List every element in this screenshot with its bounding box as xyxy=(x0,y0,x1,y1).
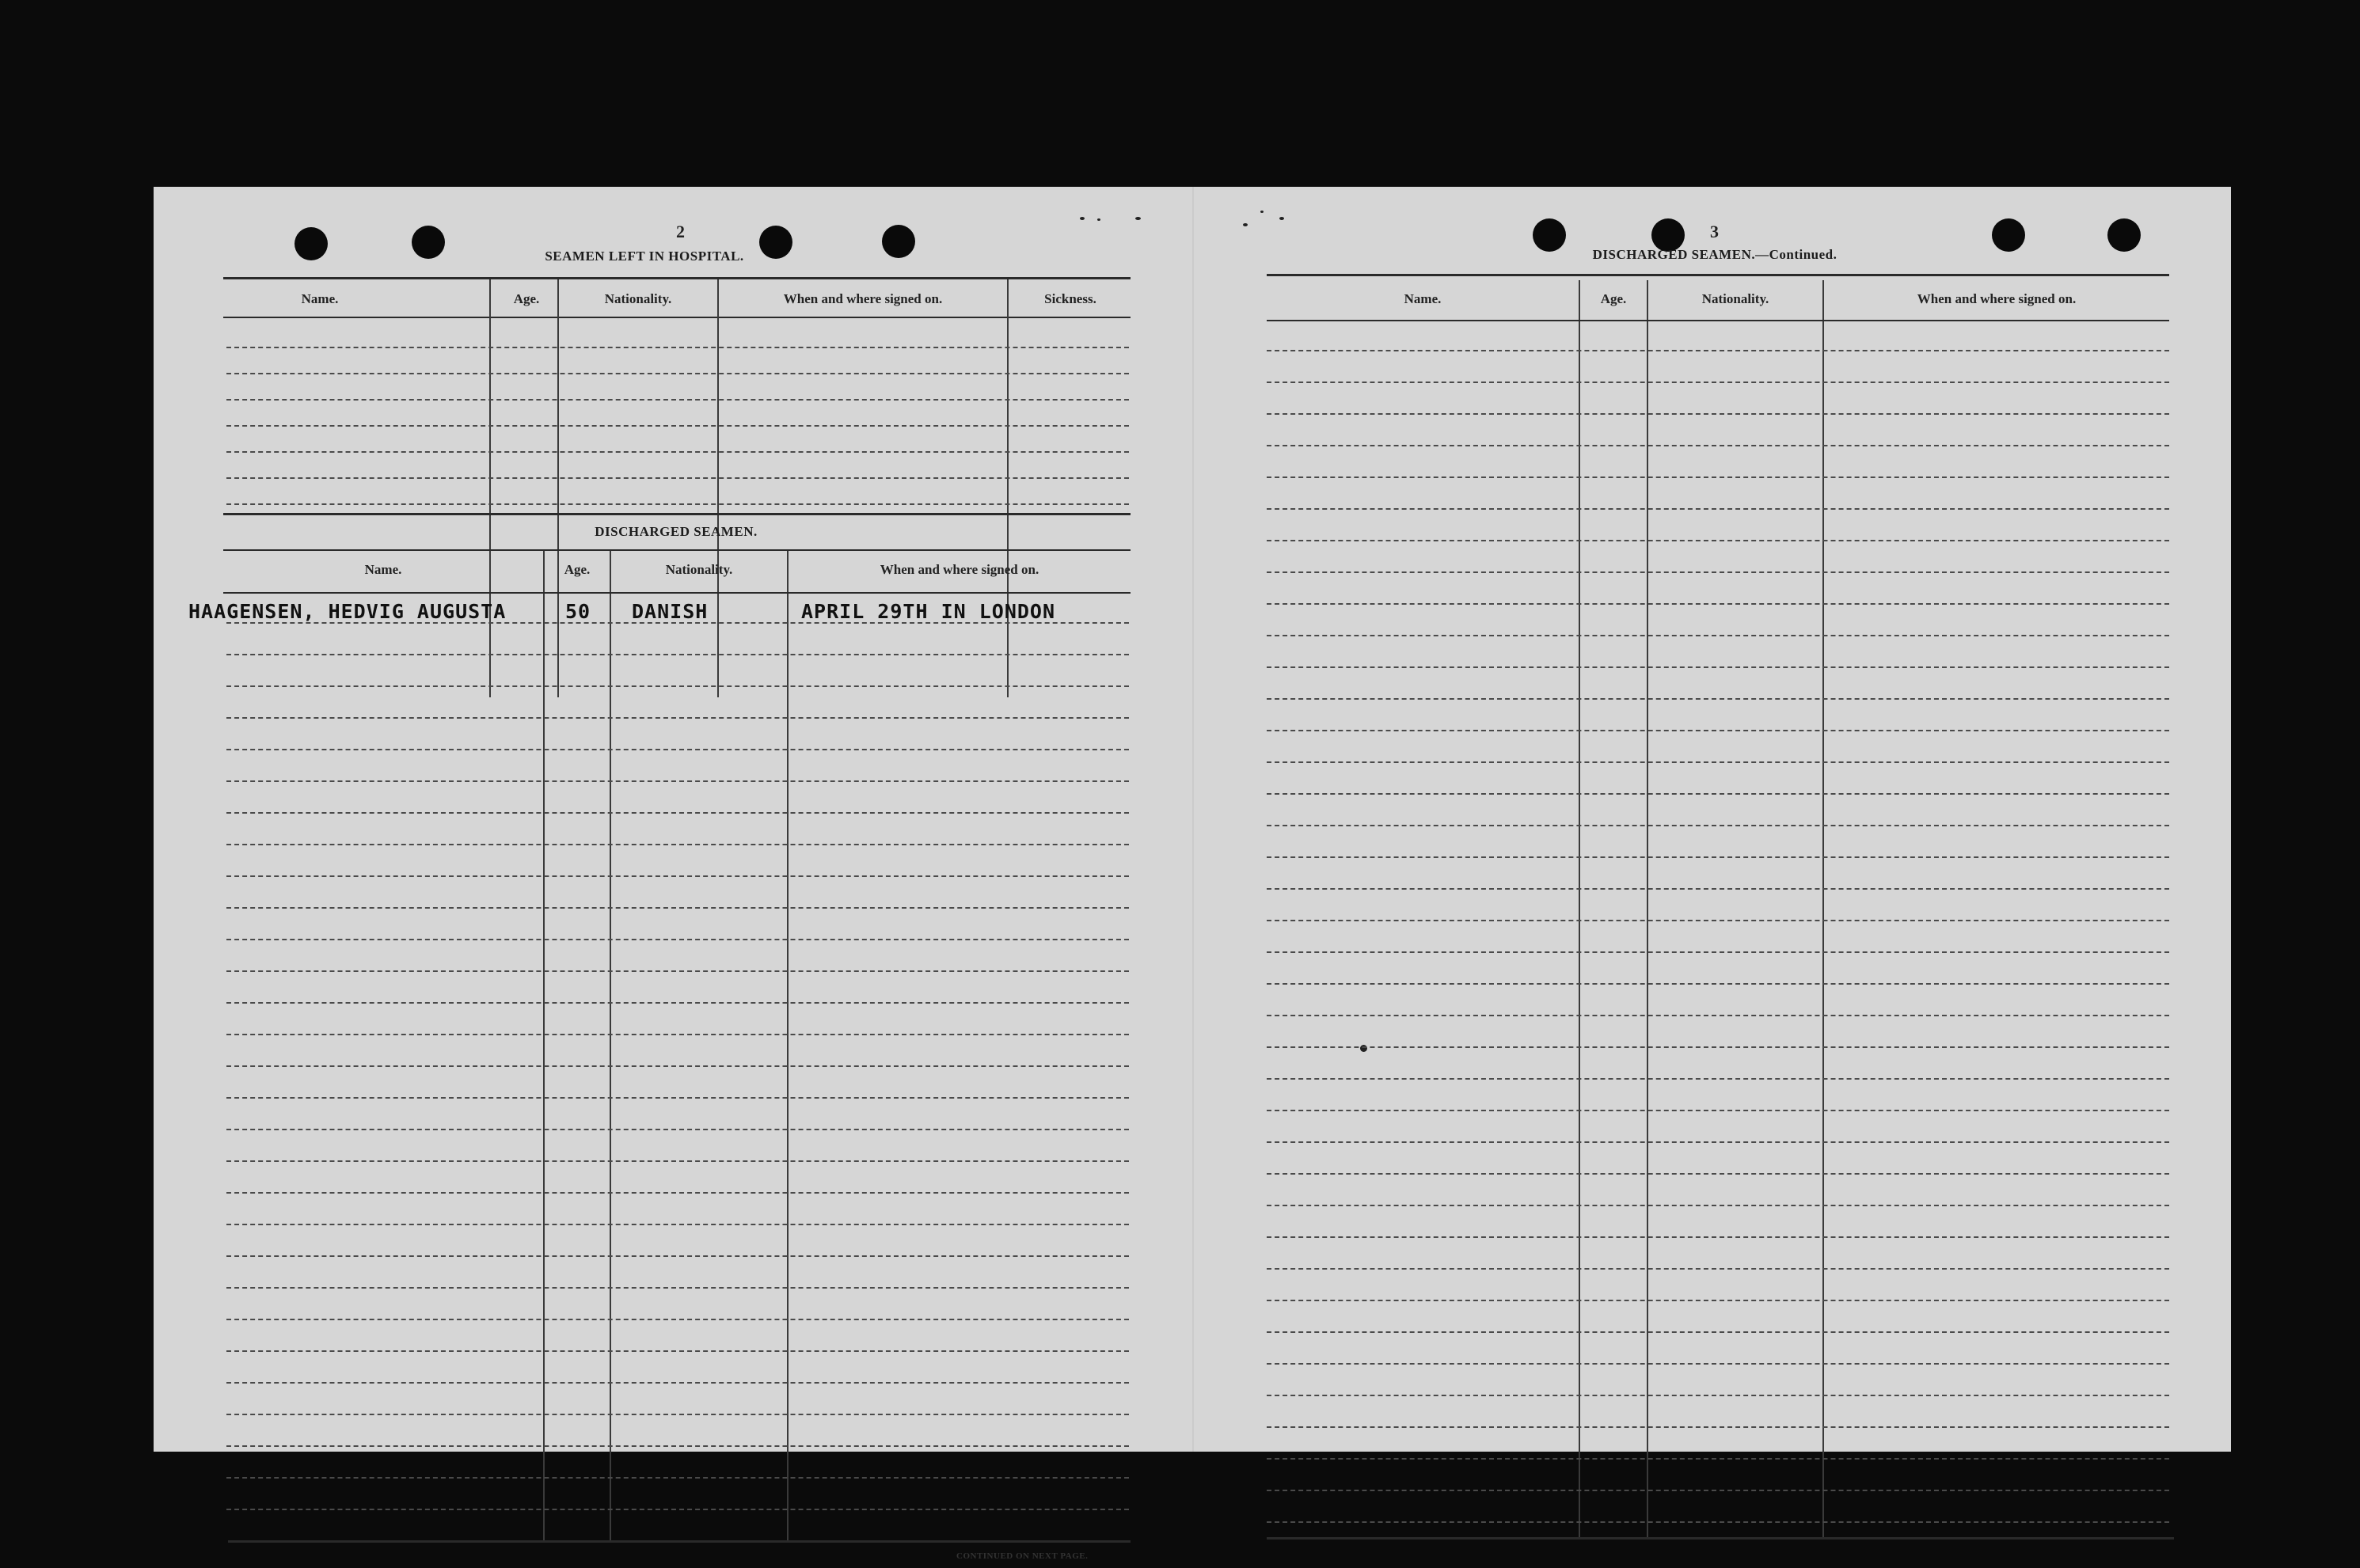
hospital-col-divider xyxy=(489,279,491,697)
entry-nationality: DANISH xyxy=(632,600,709,623)
punch-hole xyxy=(295,227,328,260)
ruled-line xyxy=(226,780,1129,782)
ruled-line xyxy=(226,875,1129,877)
ruled-line xyxy=(226,1160,1129,1162)
ruled-line xyxy=(226,685,1129,687)
ruled-line xyxy=(1267,666,2169,668)
ruled-line xyxy=(226,1382,1129,1384)
ruled-line xyxy=(226,373,1129,374)
ruled-line xyxy=(1267,1268,2169,1270)
ruled-line xyxy=(1267,920,2169,921)
continued-note: CONTINUED ON NEXT PAGE. xyxy=(956,1551,1089,1561)
ruled-line xyxy=(1267,603,2169,605)
ruled-line xyxy=(1267,888,2169,890)
discharged-col-divider xyxy=(787,551,789,1542)
punch-hole xyxy=(882,225,915,258)
entry-age: 50 xyxy=(565,600,591,623)
ruled-line xyxy=(226,451,1129,453)
ruled-line xyxy=(1267,1300,2169,1301)
ruled-line xyxy=(1267,1521,2169,1523)
ruled-line xyxy=(1267,951,2169,953)
right-top-rule xyxy=(1267,274,2169,276)
discharged-header-age: Age. xyxy=(564,562,591,577)
ink-speck xyxy=(1097,218,1100,221)
ink-speck xyxy=(1243,223,1248,226)
ruled-line xyxy=(1267,1490,2169,1491)
ruled-line xyxy=(226,1350,1129,1352)
ruled-line xyxy=(1267,1046,2169,1048)
ruled-line xyxy=(226,1445,1129,1447)
ruled-line xyxy=(1267,413,2169,415)
ruled-line xyxy=(226,970,1129,972)
ruled-line xyxy=(226,654,1129,655)
discharged-title-rule xyxy=(223,549,1131,551)
ruled-line xyxy=(1267,1078,2169,1080)
ruled-line xyxy=(1267,382,2169,383)
hospital-header-nationality: Nationality. xyxy=(604,291,672,306)
ruled-line xyxy=(226,1192,1129,1194)
ruled-line xyxy=(1267,761,2169,763)
ruled-line xyxy=(1267,1173,2169,1175)
ruled-line xyxy=(1267,1458,2169,1460)
ruled-line xyxy=(1267,1395,2169,1396)
right-header-signed-on: When and where signed on. xyxy=(1917,291,2077,306)
ruled-line xyxy=(1267,1015,2169,1016)
ruled-line xyxy=(226,1477,1129,1479)
right-col-divider xyxy=(1579,280,1580,1539)
ruled-line xyxy=(226,749,1129,750)
ruled-line xyxy=(1267,571,2169,573)
ruled-line xyxy=(1267,730,2169,731)
right-section-title: DISCHARGED SEAMEN.—Continued. xyxy=(1592,247,1837,262)
punch-hole xyxy=(1992,218,2025,252)
right-header-age: Age. xyxy=(1600,291,1627,306)
ruled-line xyxy=(1267,1205,2169,1206)
page-fold xyxy=(1192,187,1194,1452)
ruled-line xyxy=(1267,793,2169,795)
ruled-line xyxy=(1267,1426,2169,1428)
ruled-line xyxy=(1267,350,2169,351)
ruled-line xyxy=(226,425,1129,427)
right-header-nationality: Nationality. xyxy=(1701,291,1769,306)
hospital-col-divider xyxy=(557,279,559,697)
right-col-divider xyxy=(1647,280,1648,1539)
ruled-line xyxy=(1267,1141,2169,1143)
hospital-col-divider xyxy=(717,279,719,697)
ruled-line xyxy=(1267,856,2169,858)
manifest-sheet xyxy=(154,187,2231,1561)
ruled-line xyxy=(1267,476,2169,478)
ruled-line xyxy=(226,1129,1129,1130)
ruled-line xyxy=(226,812,1129,814)
discharged-bottom-rule xyxy=(228,1540,1131,1543)
page-number-left: 2 xyxy=(676,222,685,241)
ruled-line xyxy=(226,1002,1129,1004)
ruled-line xyxy=(226,399,1129,401)
ruled-line xyxy=(1267,540,2169,541)
ruled-line xyxy=(226,1509,1129,1510)
ink-speck xyxy=(1080,217,1085,220)
hospital-header-signed-on: When and where signed on. xyxy=(783,291,943,306)
ruled-line xyxy=(226,1097,1129,1099)
entry-signed-on: APRIL 29TH IN LONDON xyxy=(801,600,1056,623)
ruled-line xyxy=(1267,825,2169,826)
ruled-line xyxy=(1267,698,2169,700)
ruled-line xyxy=(226,1065,1129,1067)
punch-hole xyxy=(412,226,445,259)
discharged-col-divider xyxy=(543,551,545,1542)
ruled-line xyxy=(226,717,1129,719)
ruled-line xyxy=(226,503,1129,505)
ruled-line xyxy=(1267,635,2169,636)
ruled-line xyxy=(226,1255,1129,1257)
ruled-line xyxy=(1267,508,2169,510)
ruled-line xyxy=(226,1414,1129,1415)
ruled-line xyxy=(1267,983,2169,985)
ink-speck xyxy=(1279,217,1284,220)
ruled-line xyxy=(1267,445,2169,446)
ruled-line xyxy=(226,477,1129,479)
hospital-header-sickness: Sickness. xyxy=(1044,291,1096,306)
entry-name: HAAGENSEN, HEDVIG AUGUSTA xyxy=(188,600,507,623)
right-bottom-rule xyxy=(1267,1537,2174,1540)
ink-speck xyxy=(1135,217,1141,220)
right-header-name: Name. xyxy=(1404,291,1442,306)
ruled-line xyxy=(1267,1363,2169,1365)
discharged-header-rule xyxy=(223,592,1131,594)
ruled-line xyxy=(226,1034,1129,1035)
hospital-header-rule xyxy=(223,317,1131,318)
page-number-right: 3 xyxy=(1710,222,1719,241)
hospital-top-rule xyxy=(223,277,1131,279)
ruled-line xyxy=(1267,1236,2169,1238)
ink-speck xyxy=(1260,211,1264,213)
discharged-header-name: Name. xyxy=(364,562,402,577)
ruled-line xyxy=(226,844,1129,845)
right-col-divider xyxy=(1822,280,1824,1539)
discharged-top-rule xyxy=(223,513,1131,515)
punch-hole xyxy=(2107,218,2141,252)
hospital-section-title: SEAMEN LEFT IN HOSPITAL. xyxy=(545,249,744,264)
ruled-line xyxy=(226,347,1129,348)
discharged-col-divider xyxy=(610,551,611,1542)
ruled-line xyxy=(1267,1331,2169,1333)
ruled-line xyxy=(226,939,1129,940)
ruled-line xyxy=(226,907,1129,909)
discharged-section-title: DISCHARGED SEAMEN. xyxy=(595,524,758,539)
hospital-header-name: Name. xyxy=(301,291,339,306)
discharged-header-signed-on: When and where signed on. xyxy=(880,562,1039,577)
ruled-line xyxy=(226,1224,1129,1225)
ruled-line xyxy=(226,1287,1129,1289)
hospital-col-divider xyxy=(1007,279,1009,697)
hospital-header-age: Age. xyxy=(513,291,540,306)
punch-hole xyxy=(1533,218,1566,252)
punch-hole xyxy=(759,226,792,259)
right-header-rule xyxy=(1267,320,2169,321)
ruled-line xyxy=(226,1319,1129,1320)
discharged-header-nationality: Nationality. xyxy=(665,562,733,577)
ruled-line xyxy=(1267,1110,2169,1111)
